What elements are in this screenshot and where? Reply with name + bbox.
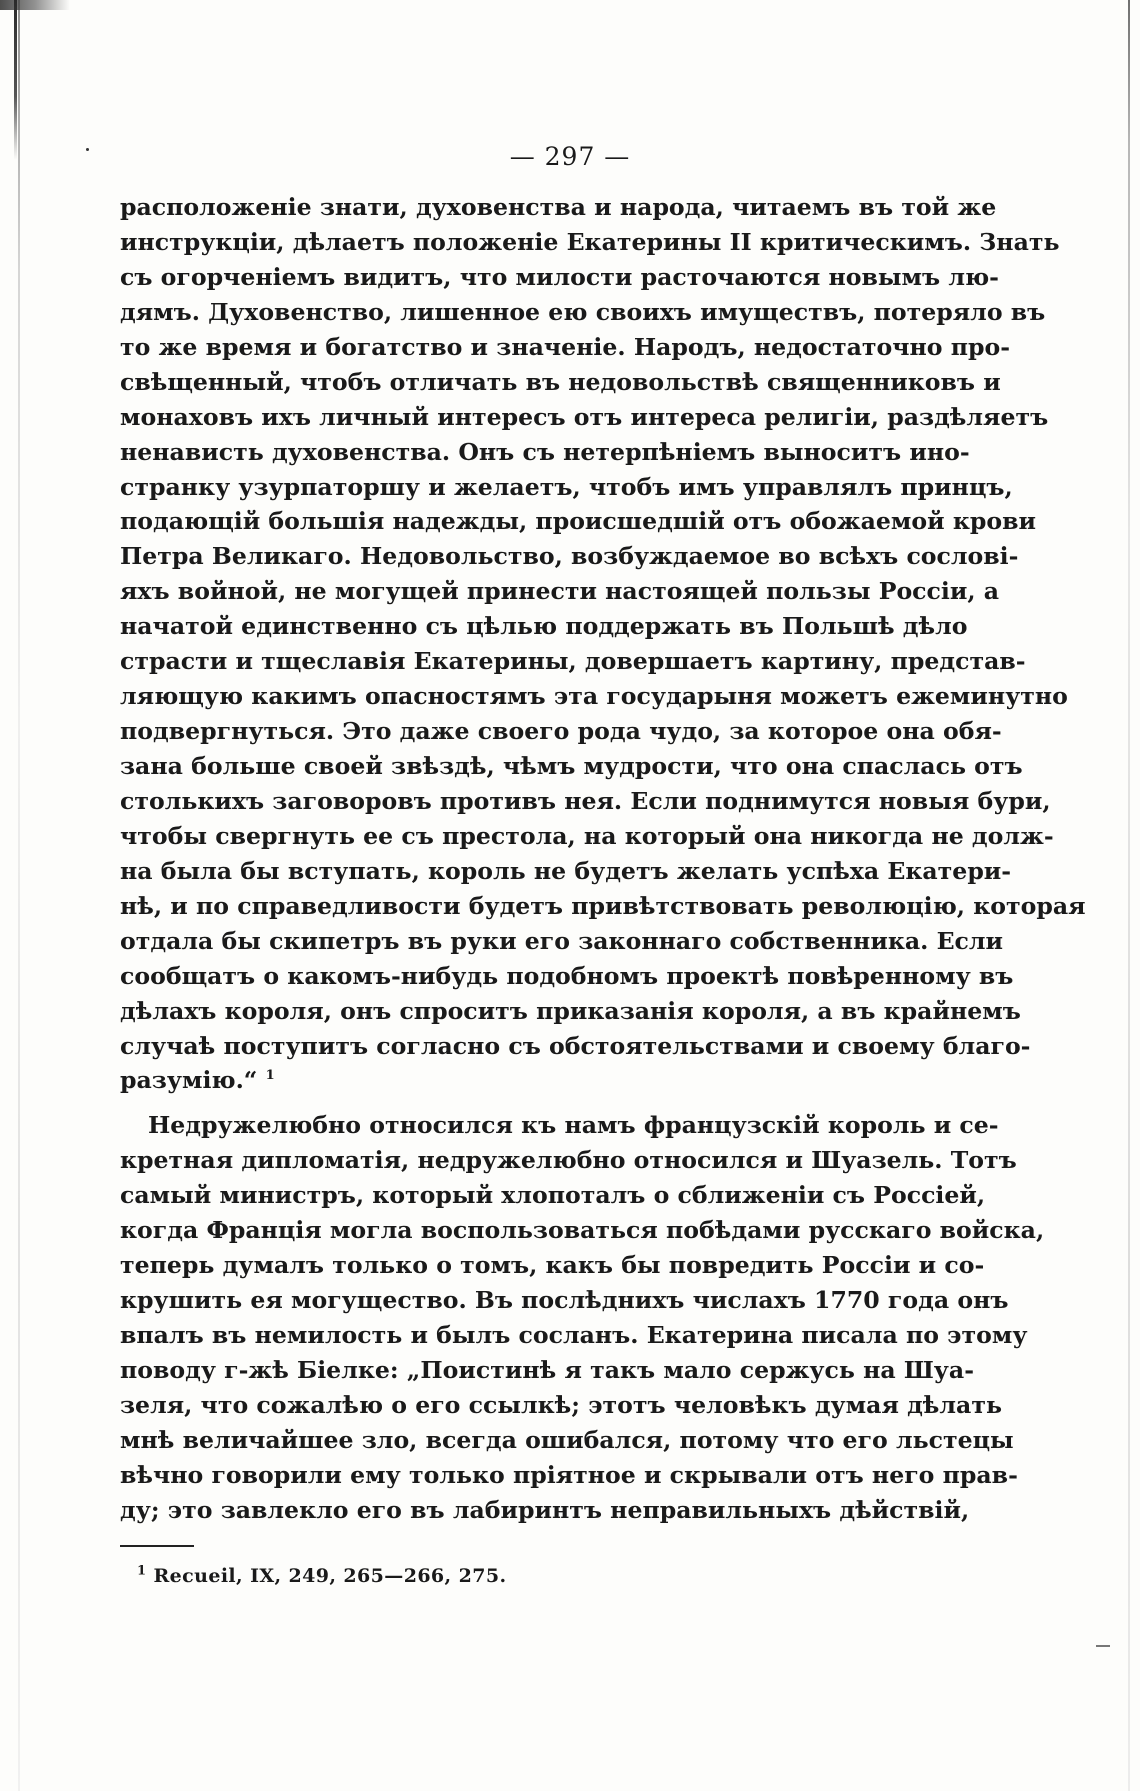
- text-line: когда Франція могла воспользоваться побѣдами русскаго войска,: [120, 1216, 1045, 1245]
- scan-edge-right: [1128, 0, 1130, 1791]
- text-line: отдала бы скипетръ въ руки его законнаго собственника. Если: [120, 926, 1004, 955]
- paragraph-1: [120, 190, 1086, 1098]
- text-line: инструкціи, дѣлаетъ положеніе Екатерины II критическимъ. Знать: [120, 227, 1060, 256]
- text-line: яхъ войной, не могущей принести настоящей пользы Россіи, а: [120, 577, 1000, 606]
- text-line: расположеніе знати, духовенства и народа, читаемъ въ той же: [120, 193, 997, 221]
- scan-edge-left: [14, 0, 17, 160]
- text-line: Недружелюбно относился къ намъ французскій король и се-: [148, 1111, 999, 1140]
- text-line: кретная дипломатія, недружелюбно относился и Шуазель. Тотъ: [120, 1146, 1017, 1175]
- text-line: поводу г-жѣ Біелке: „Поистинѣ я такъ мало сержусь на Шуа-: [120, 1355, 974, 1384]
- text-line: съ огорченіемъ видитъ, что милости расточаются новымъ лю-: [120, 262, 999, 291]
- text-line: подающій большія надежды, происшедшій отъ обожаемой крови: [120, 507, 1037, 536]
- text-line: самый министръ, который хлопоталъ о сближеніи съ Россіей,: [120, 1181, 986, 1210]
- footnote-divider: [120, 1545, 194, 1547]
- text-line: разумію.“ $^1$: [120, 1066, 275, 1095]
- text-line: ду; это завлекло его въ лабиринтъ неправильныхъ дѣйствій,: [120, 1495, 970, 1524]
- text-line: подвергнуться. Это даже своего рода чудо, за которое она обя-: [120, 717, 1002, 746]
- text-line: чтобы свергнуть ее съ престола, на который она никогда не долж-: [120, 821, 1054, 850]
- scan-mark-right: [1096, 1645, 1110, 1647]
- text-line: странку узурпаторшу и желаетъ, чтобъ имъ управлялъ принцъ,: [120, 472, 1013, 501]
- body-text: [120, 190, 1086, 1528]
- footnote-reference: 1: [265, 1068, 275, 1084]
- footnote: [137, 1565, 506, 1587]
- text-line: сообщатъ о какомъ-нибудь подобномъ проектѣ повѣренному въ: [120, 961, 1014, 990]
- text-line: зана больше своей звѣздѣ, чѣмъ мудрости, что она спаслась отъ: [120, 752, 1023, 780]
- footnote-marker: 1: [137, 1563, 147, 1579]
- text-line: мнѣ величайшее зло, всегда ошибался, потому что его льстецы: [120, 1425, 1014, 1454]
- scan-artifact: [0, 0, 70, 10]
- text-line: свѣщенный, чтобъ отличать въ недовольствѣ священниковъ и: [120, 367, 1001, 396]
- paragraph-gap: [120, 1098, 920, 1108]
- text-line: то же время и богатство и значеніе. Народъ, недостаточно про-: [120, 332, 1011, 361]
- text-line: крушить ея могущество. Въ послѣднихъ числахъ 1770 года онъ: [120, 1286, 1009, 1315]
- paragraph-2: [120, 1108, 1045, 1527]
- text-line: ненависть духовенства. Онъ съ нетерпѣніемъ выноситъ ино-: [120, 437, 970, 466]
- text-line: случаѣ поступитъ согласно съ обстоятельствами и своему благо-: [120, 1031, 1031, 1060]
- text-line: нѣ, и по справедливости будетъ привѣтствовать революцію, которая: [120, 891, 1086, 920]
- text-line: страсти и тщеславія Екатерины, довершаетъ картину, представ-: [120, 647, 1026, 676]
- text-line: теперь думалъ только о томъ, какъ бы повредить Россіи и со-: [120, 1251, 985, 1280]
- text-line: столькихъ заговоровъ противъ нея. Если поднимутся новыя бури,: [120, 786, 1051, 815]
- text-line: монаховъ ихъ личный интересъ отъ интереса религіи, раздѣляетъ: [120, 402, 1049, 431]
- text-line: впалъ въ немилость и былъ сосланъ. Екатерина писала по этому: [120, 1321, 1028, 1349]
- text-line: дѣлахъ короля, онъ спроситъ приказанія короля, а въ крайнемъ: [120, 996, 1021, 1025]
- text-line: начатой единственно съ цѣлью поддержать въ Польшѣ дѣло: [120, 612, 968, 641]
- scan-edge-left-shadow: [18, 0, 20, 1791]
- footnote-text: Recueil, IX, 249, 265—266, 275.: [153, 1565, 507, 1587]
- text-line: вѣчно говорили ему только пріятное и скрывали отъ него прав-: [120, 1460, 1018, 1489]
- page-number: — 297 —: [509, 142, 631, 171]
- text-line: зеля, что сожалѣю о его ссылкѣ; этотъ человѣкъ думая дѣлать: [120, 1390, 1002, 1419]
- text-line: дямъ. Духовенство, лишенное ею своихъ имуществъ, потеряло въ: [120, 297, 1046, 326]
- text-line: на была бы вступать, король не будетъ желать успѣха Екатери-: [120, 856, 1012, 885]
- text-line: Петра Великаго. Недовольство, возбуждаемое во всѣхъ сослові-: [120, 542, 1019, 571]
- text-line: ляющую какимъ опасностямъ эта государыня можетъ ежеминутно: [120, 682, 1068, 711]
